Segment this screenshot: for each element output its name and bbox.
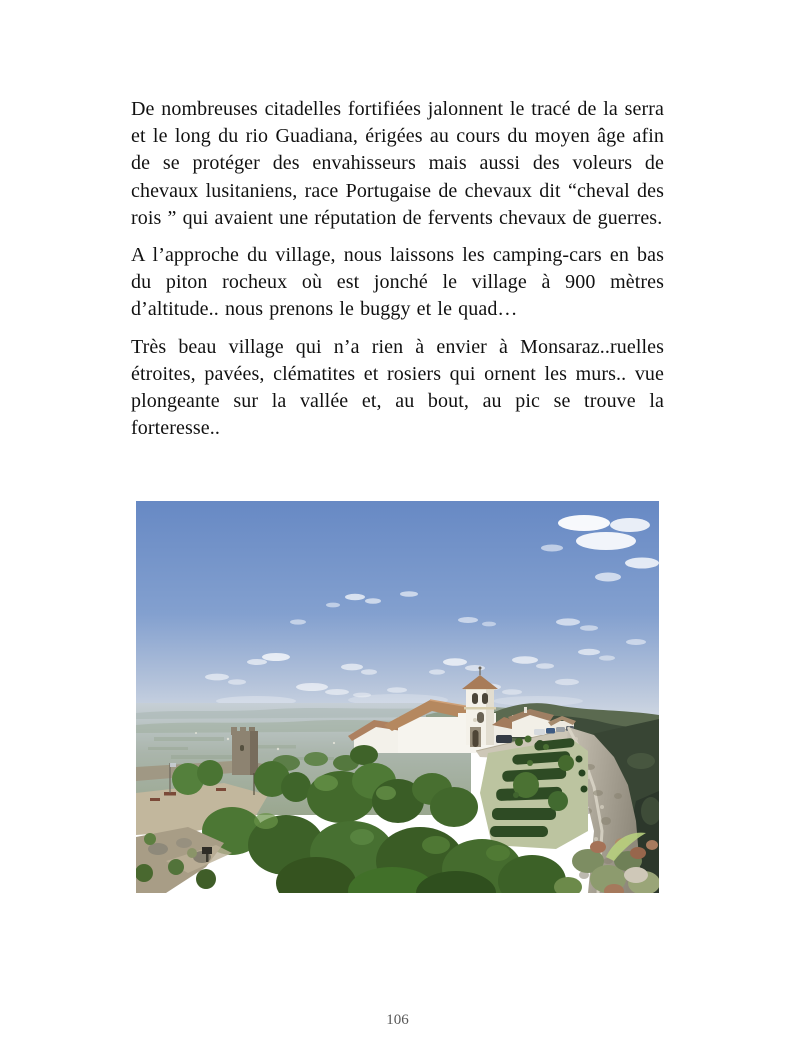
hedge-gardens [480,738,588,849]
paragraph-tres-beau-village: Très beau village qui n’a rien à envier à Monsaraz..ruelles étroites, pavées, clématites et rosiers qui ornent les murs.. vue plongeante sur la vallée et, au bout, au pic se trouve la forteresse.. [131,335,664,440]
paragraph-approche-village: A l’approche du village, nous laissons les camping-cars en bas du piton rocheux où est jonché le village à 900 mètres d’altitude.. nous prenons le buggy et le quad… [131,244,664,321]
village-photo-illustration [136,501,659,893]
paragraph-citadelles: De nombreuses citadelles fortifiées jalonnent le tracé de la serra et le long du rio Guadiana, érigées au cours du moyen âge afin de se protéger des envahisseurs mais aussi des voleurs de chevaux lusitaniens, race Portugaise de chevaux dit “cheval des rois ” qui avaient une réputation de fervents chevaux de guerres. [131,98,664,229]
page-number: 106 [386,1012,409,1028]
village-photo [136,501,659,893]
body-text [131,96,664,452]
